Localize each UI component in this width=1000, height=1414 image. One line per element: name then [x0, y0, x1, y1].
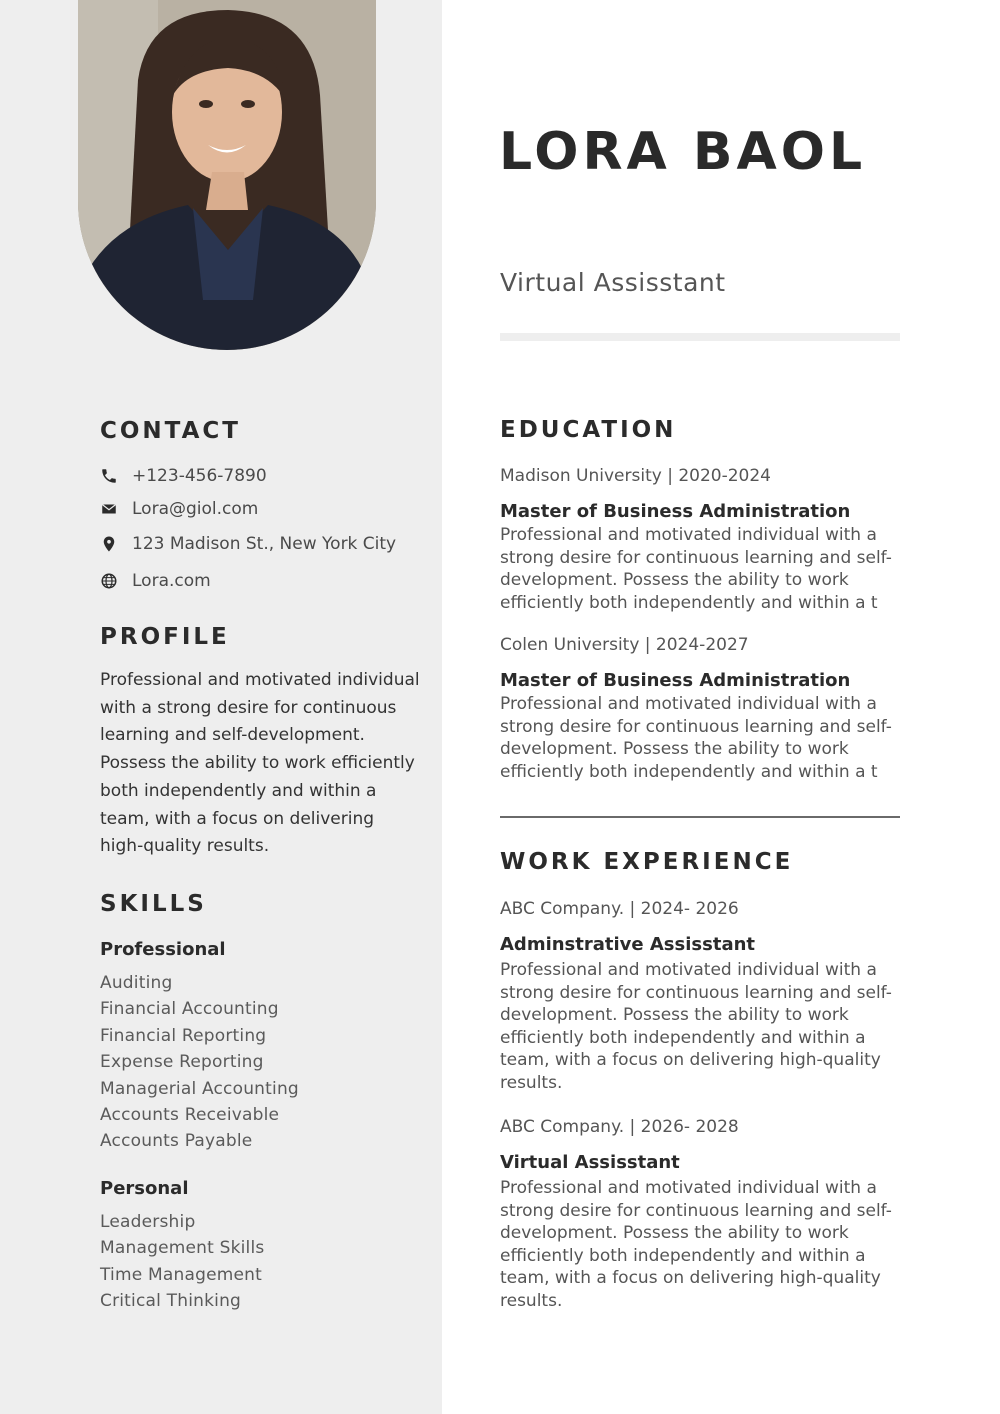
education-entry-degree: Master of Business Administration [500, 670, 851, 691]
education-heading: EDUCATION [500, 417, 677, 443]
work-entry-position: Adminstrative Assisstant [500, 934, 756, 955]
skill-item: Accounts Payable [100, 1131, 253, 1152]
contact-phone [100, 464, 267, 488]
profile-heading: PROFILE [100, 624, 230, 650]
contact-website [100, 569, 211, 593]
work-entry-position: Virtual Assisstant [500, 1152, 680, 1173]
section-divider [500, 816, 900, 818]
profile-summary: Professional and motivated individual with a strong desire for continuous learning and self-development. Possess the ability to work efficiently both independently and within a team, with a focus on delivering high-quality results. [100, 670, 420, 857]
skill-item: Management Skills [100, 1238, 265, 1259]
contact-email [100, 497, 258, 521]
candidate-role: Virtual Assisstant [500, 268, 726, 297]
phone-icon [100, 467, 118, 485]
work-entry-description: Professional and motivated individual with a strong desire for continuous learning and self-development. Possess the ability to work efficiently both independently and within a team, with a focus on delivering high-quality results. [500, 1178, 892, 1311]
skill-item: Expense Reporting [100, 1052, 264, 1073]
contact-heading: CONTACT [100, 418, 241, 444]
skill-item: Financial Reporting [100, 1025, 267, 1046]
street-address: 123 Madison St., New York City [132, 534, 397, 554]
education-entry-description: Professional and motivated individual with a strong desire for continuous learning and self-development. Possess the ability to work efficiently both independently and within a t [500, 525, 892, 613]
professional-skills-list [100, 970, 299, 1155]
work-experience-heading: WORK EXPERIENCE [500, 849, 794, 875]
email-address[interactable]: Lora@giol.com [132, 499, 259, 519]
work-entry-meta: ABC Company. | 2026- 2028 [500, 1117, 739, 1137]
candidate-name: LORA BAOL [499, 122, 867, 182]
skill-item: Financial Accounting [100, 999, 279, 1020]
contact-address [100, 532, 396, 556]
personal-skills-list [100, 1209, 264, 1315]
skill-item: Critical Thinking [100, 1291, 242, 1312]
skill-item: Accounts Receivable [100, 1105, 280, 1126]
skill-item: Managerial Accounting [100, 1078, 299, 1099]
education-entry-degree: Master of Business Administration [500, 501, 851, 522]
skill-item: Auditing [100, 973, 173, 993]
globe-icon [100, 572, 118, 590]
personal-skills-label: Personal [100, 1178, 189, 1199]
location-icon [100, 535, 118, 553]
profile-photo [78, 0, 376, 350]
education-entry-meta: Madison University | 2020-2024 [500, 466, 771, 486]
phone-number[interactable]: +123-456-7890 [132, 466, 267, 486]
skill-item: Time Management [100, 1264, 262, 1285]
professional-skills-label: Professional [100, 939, 226, 960]
education-entry-meta: Colen University | 2024-2027 [500, 635, 749, 655]
header-underline-bar [500, 333, 900, 341]
skill-item: Leadership [100, 1212, 196, 1232]
work-entry-description: Professional and motivated individual with a strong desire for continuous learning and self-development. Possess the ability to work efficiently both independently and within a team, with a focus on delivering high-quality results. [500, 960, 892, 1093]
email-icon [100, 500, 118, 518]
work-entry-meta: ABC Company. | 2024- 2026 [500, 899, 739, 919]
skills-heading: SKILLS [100, 891, 207, 917]
education-entry-description: Professional and motivated individual with a strong desire for continuous learning and self-development. Possess the ability to work efficiently both independently and within a t [500, 694, 892, 782]
website-link[interactable]: Lora.com [132, 571, 211, 591]
